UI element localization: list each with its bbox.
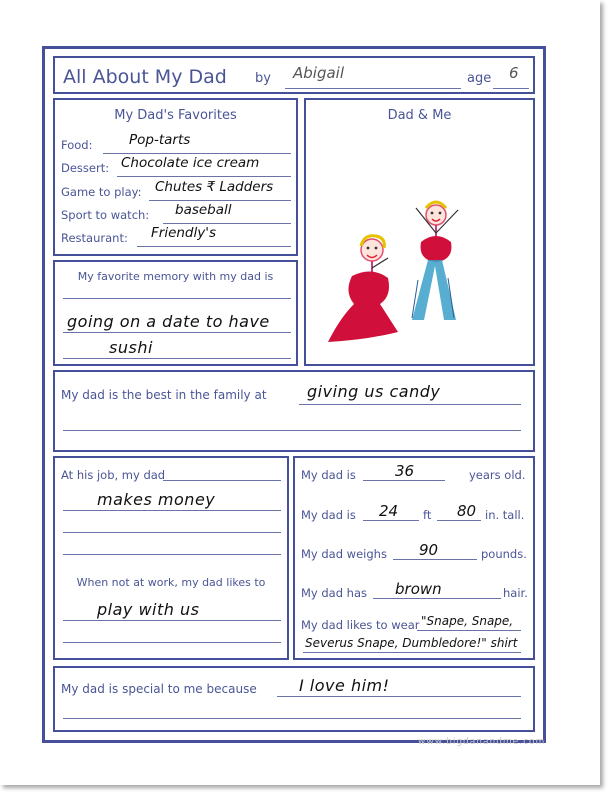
favorites-heading: My Dad's Favorites xyxy=(114,108,237,123)
game-line xyxy=(149,200,291,201)
best-box xyxy=(53,370,535,452)
sport-value: baseball xyxy=(175,202,232,218)
dad-and-me-box xyxy=(304,98,535,366)
game-value: Chutes ₹ Ladders xyxy=(155,179,274,195)
wear-value-1: "Snape, Snape, xyxy=(421,614,514,628)
restaurant-line xyxy=(137,246,291,247)
by-label: by xyxy=(255,71,271,86)
sport-label: Sport to watch: xyxy=(61,208,150,222)
memory-line-1 xyxy=(63,298,291,299)
wear-label: My dad likes to wear xyxy=(301,618,420,632)
feet-label: ft xyxy=(423,508,432,522)
age-stat-value: 36 xyxy=(395,462,415,480)
child-figure xyxy=(328,236,398,342)
game-label: Game to play: xyxy=(61,185,142,199)
job-line-0 xyxy=(163,480,281,481)
best-label: My dad is the best in the family at xyxy=(61,388,267,402)
hair-value: brown xyxy=(395,580,442,598)
title-box xyxy=(53,56,535,94)
dad-and-me-heading: Dad & Me xyxy=(387,108,452,123)
memory-heading: My favorite memory with my dad is xyxy=(77,270,274,283)
feet-line xyxy=(363,520,419,521)
weight-value: 90 xyxy=(419,541,439,559)
age-value: 6 xyxy=(509,64,519,82)
food-value: Pop-tarts xyxy=(129,132,191,148)
dessert-value: Chocolate ice cream xyxy=(121,155,260,171)
feet-value: 24 xyxy=(379,502,399,520)
drawing-illustration xyxy=(306,100,533,364)
best-answer: giving us candy xyxy=(307,382,441,401)
notwork-answer: play with us xyxy=(97,600,200,619)
weight-line xyxy=(393,559,477,560)
page-title: All About My Dad xyxy=(63,66,227,88)
special-box xyxy=(53,666,535,732)
watermark: www.bigdanandme.com xyxy=(418,737,546,747)
wear-value-2: Severus Snape, Dumbledore!" shirt xyxy=(305,636,518,650)
best-line-1 xyxy=(299,404,521,405)
dad-figure xyxy=(412,202,458,320)
memory-line-3 xyxy=(63,358,291,359)
memory-answer-2: sushi xyxy=(109,338,153,357)
special-line-1 xyxy=(277,696,521,697)
inches-label: in. tall. xyxy=(485,508,525,522)
food-label: Food: xyxy=(61,138,93,152)
height-label: My dad is xyxy=(301,508,356,522)
memory-line-2 xyxy=(63,332,291,333)
age-stat-line xyxy=(363,480,445,481)
best-line-2 xyxy=(63,430,521,431)
job-answer: makes money xyxy=(97,490,216,509)
dessert-label: Dessert: xyxy=(61,161,110,175)
pounds-label: pounds. xyxy=(481,547,527,561)
notwork-line-2 xyxy=(63,642,281,643)
job-line-1 xyxy=(63,510,281,511)
hair-label: My dad has xyxy=(301,586,368,600)
age-line xyxy=(493,88,529,89)
job-label: At his job, my dad xyxy=(61,468,166,482)
worksheet-frame xyxy=(42,46,546,743)
age-label: age xyxy=(467,71,492,86)
sport-line xyxy=(163,223,291,224)
restaurant-value: Friendly's xyxy=(151,225,216,241)
inches-value: 80 xyxy=(457,502,477,520)
favorites-box xyxy=(53,98,298,256)
wear-line-2 xyxy=(303,652,521,653)
dessert-line xyxy=(117,176,291,177)
food-line xyxy=(103,153,291,154)
hair-line xyxy=(373,598,501,599)
name-value: Abigail xyxy=(293,64,344,82)
notwork-line-1 xyxy=(63,620,281,621)
stats-box xyxy=(293,456,535,660)
name-line xyxy=(285,88,461,89)
years-label: years old. xyxy=(469,468,526,482)
special-line-2 xyxy=(63,718,521,719)
job-line-3 xyxy=(63,554,281,555)
weight-label: My dad weighs xyxy=(301,547,387,561)
job-box xyxy=(53,456,289,660)
hair-suffix: hair. xyxy=(503,586,528,600)
restaurant-label: Restaurant: xyxy=(61,231,128,245)
special-answer: I love him! xyxy=(299,676,390,695)
memory-answer-1: going on a date to have xyxy=(67,312,270,331)
job-line-2 xyxy=(63,532,281,533)
inches-line xyxy=(437,520,481,521)
wear-line-1 xyxy=(417,630,521,631)
memory-box xyxy=(53,260,298,366)
notwork-label: When not at work, my dad likes to xyxy=(76,576,266,589)
special-label: My dad is special to me because xyxy=(61,682,257,696)
age-stat-label: My dad is xyxy=(301,468,356,482)
